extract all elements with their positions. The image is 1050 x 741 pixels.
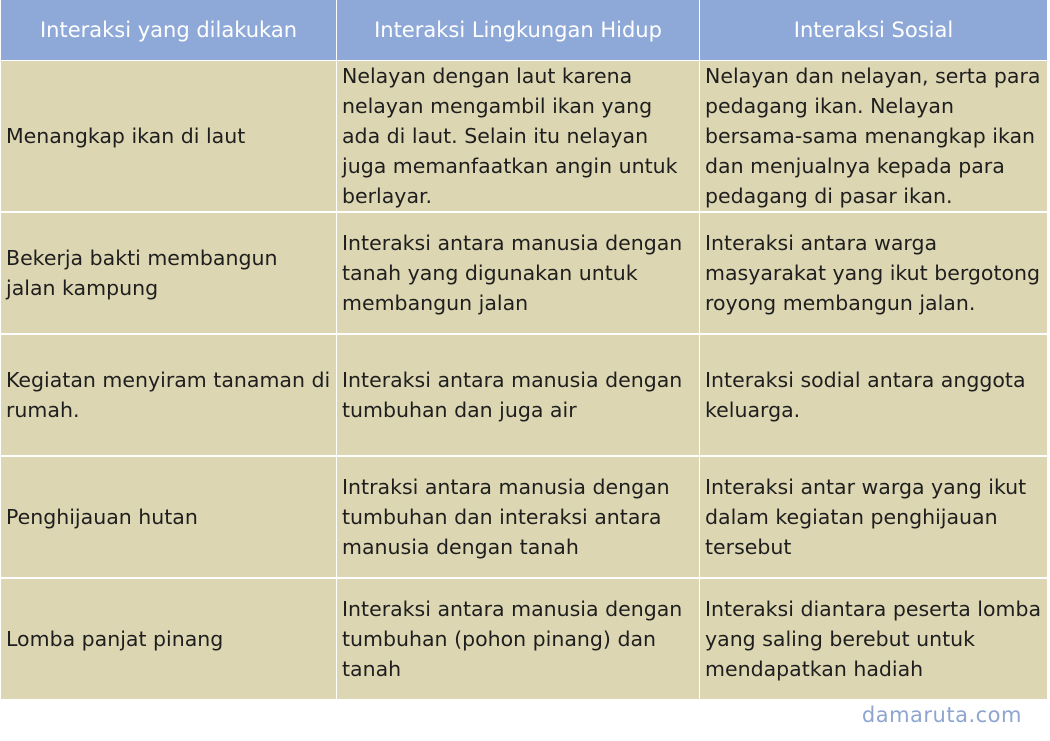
activity-text: Kegiatan menyiram tanaman di rumah.	[6, 367, 331, 422]
table-row	[1, 212, 1048, 334]
activity-text: Bekerja bakti membangun jalan kampung	[6, 245, 278, 300]
environment-text: Interaksi antara manusia dengan tumbuhan (pohon pinang) dan tanah	[342, 596, 683, 681]
social-text: Interaksi antara warga masyarakat yang ikut bergotong royong membangun jalan.	[705, 230, 1041, 315]
environment-cell	[337, 60, 700, 212]
environment-text: Interaksi antara manusia dengan tumbuhan dan juga air	[342, 367, 683, 422]
table-header-row	[1, 0, 1048, 60]
environment-cell	[337, 578, 700, 700]
social-text: Interaksi diantara peserta lomba yang saling berebut untuk mendapatkan hadiah	[705, 596, 1042, 681]
watermark: damaruta.com	[861, 703, 1022, 727]
activity-cell	[1, 456, 337, 578]
activity-text: Penghijauan hutan	[6, 504, 198, 529]
environment-text: Nelayan dengan laut karena nelayan mengambil ikan yang ada di laut. Selain itu nelayan juga memanfaatkan angin untuk berlayar.	[342, 63, 678, 208]
activity-cell	[1, 578, 337, 700]
table-row	[1, 456, 1048, 578]
table-row	[1, 578, 1048, 700]
table-row	[1, 334, 1048, 456]
environment-cell	[337, 334, 700, 456]
environment-cell	[337, 456, 700, 578]
environment-text: Intraksi antara manusia dengan tumbuhan dan interaksi antara manusia dengan tanah	[342, 474, 670, 559]
social-cell	[700, 212, 1048, 334]
activity-text: Lomba panjat pinang	[6, 626, 224, 651]
activity-text: Menangkap ikan di laut	[6, 123, 246, 148]
social-text: Nelayan dan nelayan, serta para pedagang ikan. Nelayan bersama-sama menangkap ikan dan menjualnya kepada para pedagang di pasar ikan.	[705, 63, 1041, 208]
header-environment-interaction: Interaksi Lingkungan Hidup	[337, 0, 700, 60]
header-activity: Interaksi yang dilakukan	[1, 0, 337, 60]
social-cell	[700, 60, 1048, 212]
environment-text: Interaksi antara manusia dengan tanah yang digunakan untuk membangun jalan	[342, 230, 683, 315]
activity-cell	[1, 60, 337, 212]
social-text: Interaksi sodial antara anggota keluarga.	[705, 367, 1026, 422]
environment-cell	[337, 212, 700, 334]
header-social-interaction: Interaksi Sosial	[700, 0, 1048, 60]
social-cell	[700, 456, 1048, 578]
social-cell	[700, 334, 1048, 456]
activity-cell	[1, 334, 337, 456]
social-text: Interaksi antar warga yang ikut dalam kegiatan penghijauan tersebut	[705, 474, 1027, 559]
social-cell	[700, 578, 1048, 700]
table-row	[1, 60, 1048, 212]
activity-cell	[1, 212, 337, 334]
